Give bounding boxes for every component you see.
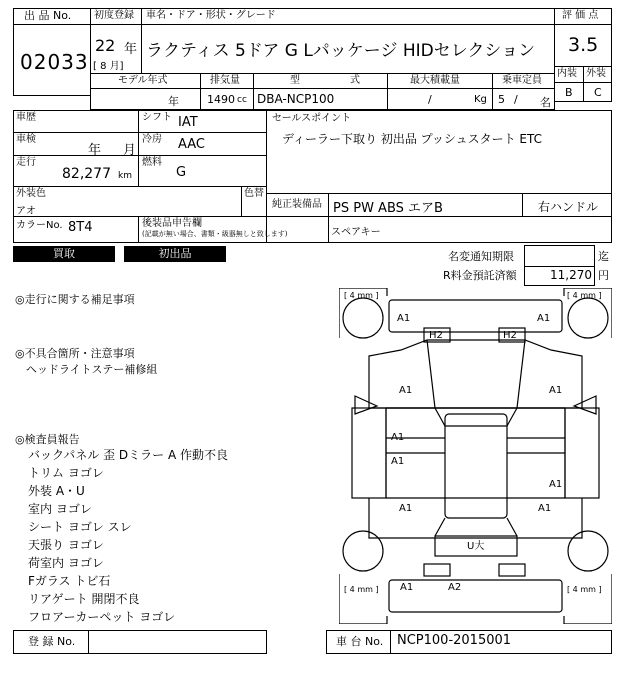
recycle-value: 11,270 [550, 268, 592, 282]
tire-front-right: [ 4 mm ] [567, 291, 602, 300]
max-load-label: 最大積載量 [410, 75, 460, 86]
damage-mark: A1 [537, 313, 551, 324]
damage-mark: A1 [549, 479, 563, 490]
inspection-label: 車検 [16, 134, 36, 145]
registration-month: [ 8 月] [93, 61, 124, 72]
history-label: 車歴 [16, 112, 36, 123]
tire-rear-left: [ 4 mm ] [344, 585, 379, 594]
damage-mark: A1 [391, 456, 405, 467]
inspector-item: 室内 ヨゴレ [28, 502, 92, 516]
damage-mark: A1 [399, 385, 413, 396]
displacement-label: 排気量 [210, 75, 240, 86]
damage-mark: A1 [400, 582, 414, 593]
inspector-item: 荷室内 ヨゴレ [28, 556, 104, 570]
inspector-item: フロアーカーペット ヨゴレ [28, 610, 176, 624]
car-outline [339, 288, 612, 624]
inspector-item: シート ヨゴレ スレ [28, 520, 132, 534]
car-name-label: 車名・ドア・形状・グレード [146, 10, 276, 21]
lot-number: 02033 [20, 50, 89, 74]
score-value: 3.5 [568, 34, 599, 56]
type-label-2: 式 [350, 75, 360, 86]
damage-mark: A1 [538, 503, 552, 514]
lot-label: 出 品 No. [24, 9, 72, 22]
buy-badge: 買取 [13, 246, 115, 262]
interior-grade: B [565, 86, 573, 99]
ac-label: 冷房 [142, 134, 162, 145]
damage-mark: A1 [549, 385, 563, 396]
exterior-grade: C [594, 86, 602, 99]
registration-label: 初度登録 [94, 10, 134, 21]
model-year-unit: 年 [168, 95, 179, 108]
shift-label: シフト [142, 112, 172, 123]
car-name: ラクティス 5ドア G Lパッケージ HIDセレクション [146, 41, 536, 61]
drive-remarks-title: ◎走行に関する補足事項 [15, 293, 135, 306]
shift-value: IAT [178, 115, 198, 130]
damage-mark: A2 [448, 582, 462, 593]
mileage-unit: km [118, 171, 132, 181]
damage-mark: H2 [429, 330, 443, 341]
exterior-label: 外装 [586, 68, 606, 79]
displacement-unit: cc [237, 95, 247, 105]
car-damage-diagram [339, 288, 612, 624]
color-no-value: 8T4 [68, 220, 93, 235]
sales-point-label: セールスポイント [272, 113, 352, 124]
exterior-color-label: 外装色 [16, 188, 46, 199]
damage-mark: A1 [391, 432, 405, 443]
damage-mark: A1 [399, 503, 413, 514]
spare-key-box [266, 216, 612, 243]
reg-no-label: 登 録 No. [28, 635, 76, 648]
recolor-label: 色替 [244, 188, 264, 199]
capacity-unit: 名 [540, 96, 551, 109]
defect-title: ◎不具合箇所・注意事項 [15, 347, 135, 360]
score-label: 評 価 点 [562, 10, 599, 21]
color-no-label: カラーNo. [16, 220, 63, 231]
max-load-sep: / [428, 93, 432, 106]
recycle-suffix: 円 [598, 269, 609, 282]
transfer-field [524, 245, 595, 267]
details-box [13, 110, 267, 187]
type-label: 型 [290, 75, 300, 86]
damage-mark: H2 [503, 330, 517, 341]
fuel-label: 燃料 [142, 157, 162, 168]
inspector-item: Fガラス トビ石 [28, 574, 111, 588]
mileage-label: 走行 [16, 157, 36, 168]
spare-key: スペアキー [331, 227, 381, 238]
registration-year-unit: 年 [124, 42, 138, 57]
genuine-value: PS PW ABS エアB [333, 201, 443, 216]
inspector-item: 外装 A・U [28, 484, 85, 498]
transfer-label: 名変通知期限 [448, 250, 514, 263]
tire-rear-right: [ 4 mm ] [567, 585, 602, 594]
aftermarket-label: 後装品申告欄 [142, 218, 202, 229]
damage-mark: U大 [467, 541, 485, 552]
fuel-value: G [176, 165, 187, 180]
color-box [13, 186, 267, 217]
capacity-label: 乗車定員 [502, 75, 542, 86]
genuine-label: 純正装備品 [272, 199, 322, 210]
defect-item: ヘッドライトステー補修組 [26, 363, 158, 376]
model-year-label: モデル年式 [118, 75, 168, 86]
inspector-item: リアゲート 開閉不良 [28, 592, 140, 606]
inspection-month: 月 [123, 143, 137, 158]
transfer-suffix: 迄 [598, 250, 609, 263]
displacement-value: 1490 [207, 93, 235, 106]
exterior-color-value: アオ [16, 206, 36, 217]
capacity-value: 5 [498, 93, 505, 106]
interior-label: 内装 [557, 68, 577, 79]
inspector-title: ◎検査員報告 [15, 433, 80, 446]
inspector-item: バックパネル 歪 Dミラー A 作動不良 [28, 448, 228, 462]
chassis-label: 車 台 No. [336, 635, 384, 648]
mileage-value: 82,277 [62, 166, 111, 182]
aftermarket-note: (記載が無い場合、書類・級器無しと致します) [142, 230, 288, 238]
max-load-unit: Kg [474, 94, 487, 105]
first-listing-badge: 初出品 [124, 246, 226, 262]
handle-value: 右ハンドル [538, 200, 599, 214]
inspector-item: 天張り ヨゴレ [28, 538, 104, 552]
tire-front-left: [ 4 mm ] [344, 291, 379, 300]
registration-year: 22 [95, 36, 116, 55]
recycle-label: R料金預託済額 [443, 269, 517, 282]
inspector-item: トリム ヨゴレ [28, 466, 104, 480]
chassis-number: NCP100-2015001 [397, 633, 512, 648]
capacity-sep: / [514, 93, 518, 106]
ac-value: AAC [178, 137, 205, 152]
model-type: DBA-NCP100 [257, 92, 335, 106]
damage-mark: A1 [397, 313, 411, 324]
sales-point-value: ディーラー下取り 初出品 プッシュスタート ETC [282, 132, 542, 146]
inspection-year: 年 [88, 143, 102, 158]
